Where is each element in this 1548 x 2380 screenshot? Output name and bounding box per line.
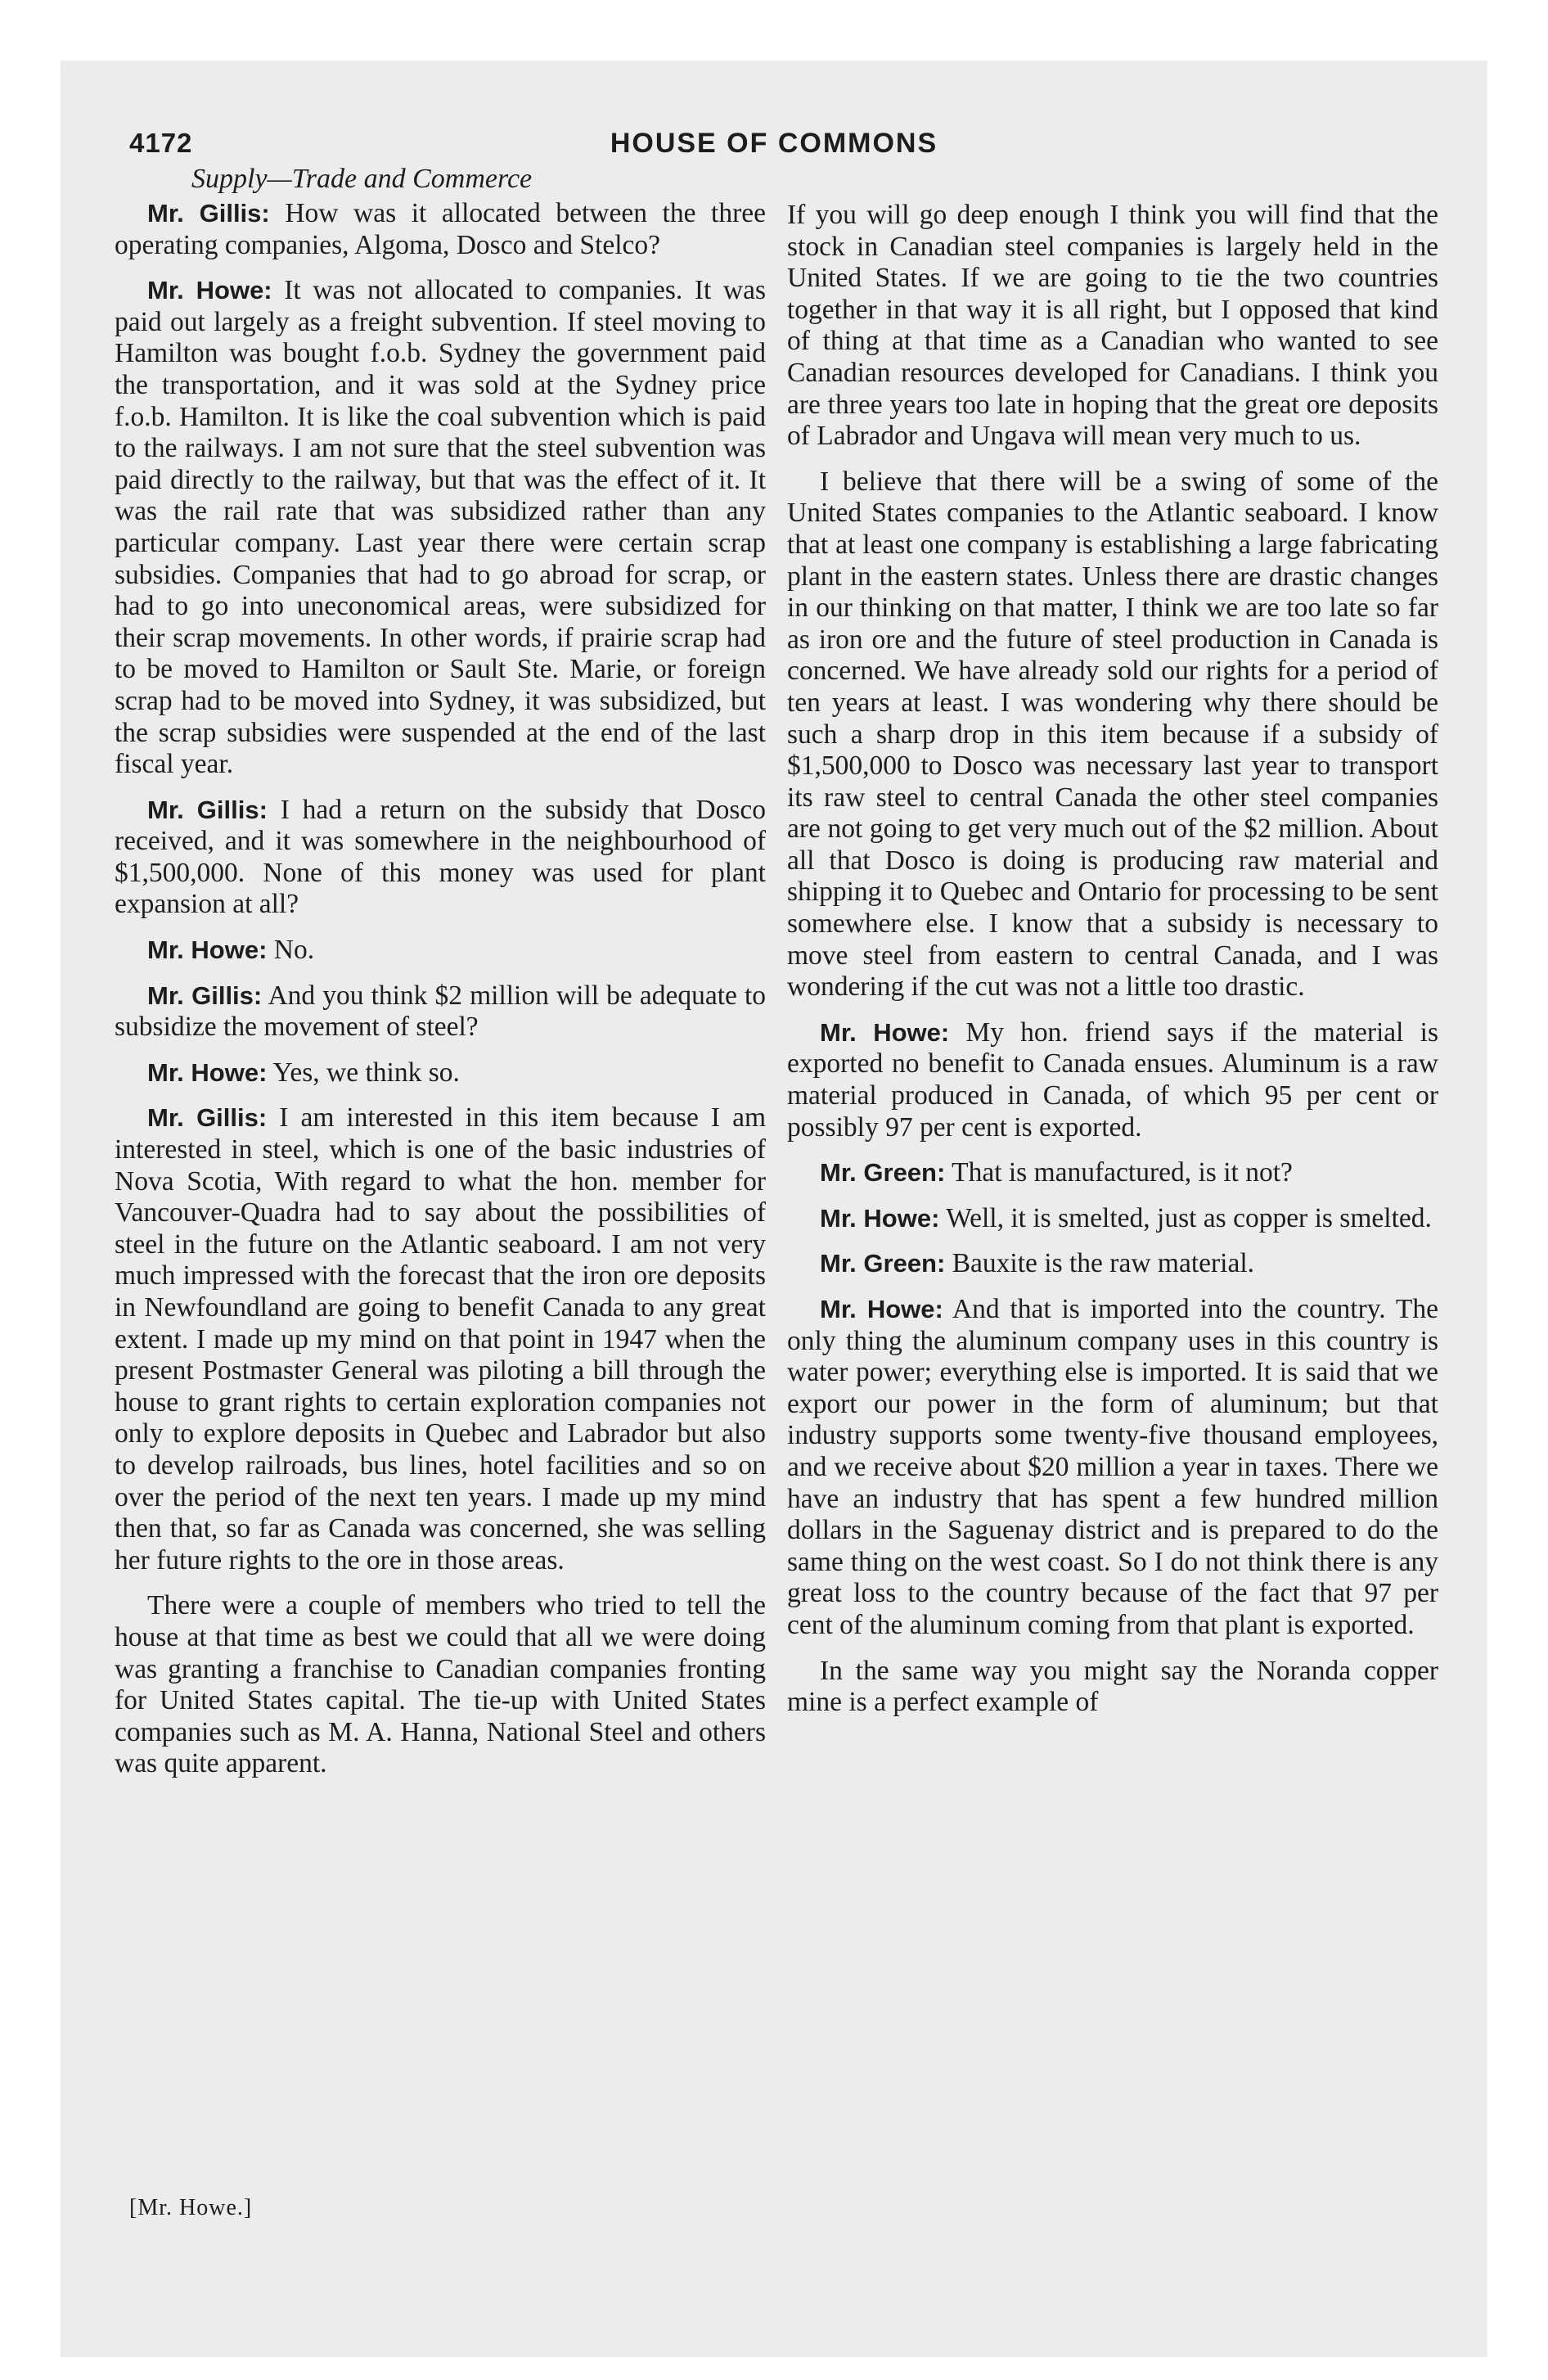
paragraph-text: How was it allocated between the three operating companies, Algoma, Dosco and Stelco? [115,198,766,260]
paragraph [787,467,1438,1003]
speaker-name: Mr. Gillis: [147,795,268,824]
speaker-name: Mr. Gillis: [147,1103,268,1133]
paragraph-text: I had a return on the subsidy that Dosco received, and it was somewhere in the neighbourhood of $1,500,000. None of this money was used for plant expansion at all? [115,794,766,920]
speaker-name: Mr. Green: [820,1158,946,1188]
paragraph [787,1294,1438,1642]
paragraph [787,1203,1438,1235]
paragraph-text: No. [273,935,315,966]
paragraph-text: My hon. friend says if the material is exported no benefit to Canada ensues. Aluminum is a raw material produced in Canada, of which 95 per cent or possibly 97 per cent is exported. [787,1016,1439,1143]
running-head-title: HOUSE OF COMMONS [610,128,938,159]
speaker-name: Mr. Howe: [820,1295,943,1323]
paragraph [115,795,766,921]
paragraph-text: That is manufactured, is it not? [952,1157,1293,1188]
paragraph-text: I believe that there will be a swing of some of the United States companies to the Atlantic seaboard. I know that at least one company is establishing a large fabricating plant in the eastern states. Unless there are drastic changes in our thinking on that matter, I think we are too late so far as iron ore and the future of steel production in Canada is concerned. We have already sold our rights for a period of ten years at least. I was wondering why there should be such a sharp drop in this item because if a subsidy of $1,500,000 to Dosco was necessary last year to transport its raw steel to central Canada the other steel companies are not going to get very much out of the $2 million. About all that Dosco is doing is producing raw material and shipping it to Quebec and Ontario for processing to be sent somewhere else. I know that a subsidy is necessary to move steel from eastern to central Canada, and I was wondering if the cut was not a little too drastic. [787,466,1438,1003]
speaker-name: Mr. Howe: [147,276,272,305]
paragraph-text: Well, it is smelted, just as copper is smelted. [946,1202,1432,1233]
paragraph [787,200,1438,453]
footer-speaker-tag: [Mr. Howe.] [129,2195,253,2220]
paragraph-text: Bauxite is the raw material. [952,1248,1255,1279]
paragraph-text: And that is imported into the country. The only thing the aluminum company uses in this country is water power; everything else is imported. It is said that we export our power in the form of aluminum; but that industry supports some twenty-five thousand employees, and we receive about $20 million a year in taxes. There we have an industry that has spent a few hundred million dollars in the Saguenay district and is prepared to do the same thing on the west coast. So I do not think there is any great loss to the country because of the fact that 97 per cent of the aluminum coming from that plant is exported. [787,1294,1438,1640]
speaker-name: Mr. Gillis: [147,980,263,1010]
paragraph [115,935,766,967]
section-subhead: Supply—Trade and Commerce [191,164,533,194]
speaker-name: Mr. Howe: [820,1017,950,1047]
speaker-name: Mr. Howe: [147,1057,268,1087]
paragraph [115,1590,766,1780]
speaker-name: Mr. Green: [820,1249,946,1278]
paragraph-text: In the same way you might say the Noranda copper mine is a perfect example of [787,1655,1438,1718]
paragraph-text: Yes, we think so. [272,1057,460,1088]
paragraph [787,1157,1438,1189]
paragraph-text: There were a couple of members who tried to tell the house at that time as best we could that all we were doing was granting a franchise to Canadian companies fronting for United States capital. The tie-up with United States companies such as M. A. Hanna, National Steel and others was quite apparent. [115,1590,766,1779]
paragraph [115,1102,766,1576]
page-number: 4172 [129,128,193,158]
paragraph-text: I am interested in this item because I am interested in steel, which is one of the basic industries of Nova Scotia, With regard to what the hon. member for Vancouver-Quadra had to say about the possibilities of steel in the future on the Atlantic seaboard. I am not very much impressed with the forecast that the iron ore deposits in Newfoundland are going to benefit Canada to any great extent. I made up my mind on that point in 1947 when the present Postmaster General was piloting a bill through the house to grant rights to certain exploration companies not only to explore deposits in Quebec and Labrador but also to develop railroads, bus lines, hotel facilities and so on over the period of the next ten years. I made up my mind then that, so far as Canada was concerned, she was selling her future rights to the ore in those areas. [115,1102,766,1575]
paragraph [787,1017,1438,1143]
paragraph [787,1248,1438,1280]
paragraph [115,980,766,1044]
page-sheet [61,61,1487,2357]
paragraph-text: And you think $2 million will be adequate to subsidize the movement of steel? [115,980,766,1043]
paragraph-text: If you will go deep enough I think you will find that the stock in Canadian steel companies is largely held in the United States. If we are going to tie the two countries together in that way it is all right, but I opposed that kind of thing at that time as a Canadian who wanted to see Canadian resources developed for Canadians. I think you are three years too late in hoping that the great ore deposits of Labrador and Ungava will mean very much to us. [787,200,1438,452]
speaker-name: Mr. Gillis: [147,199,270,228]
speaker-name: Mr. Howe: [147,935,268,965]
paragraph [787,1656,1438,1719]
left-column [115,198,766,1794]
paragraph [115,1057,766,1089]
speaker-name: Mr. Howe: [820,1203,940,1233]
paragraph-text: It was not allocated to companies. It was paid out largely as a freight subvention. If steel moving to Hamilton was bought f.o.b. Sydney the government paid the transportation, and it was sold at the Sydney price f.o.b. Hamilton. It is like the coal subvention which is paid to the railways. I am not sure that the steel subvention was paid directly to the railway, but that was the effect of it. It was the rail rate that was subsidized rather than any particular company. Last year there were certain scrap subsidies. Companies that had to go abroad for scrap, or had to go into uneconomical areas, were subsidized for their scrap movements. In other words, if prairie scrap had to be moved to Hamilton or Sault Ste. Marie, or foreign scrap had to be moved into Sydney, it was subsidized, but the scrap subsidies were suspended at the end of the last fiscal year. [115,275,766,780]
paragraph [115,198,766,261]
paragraph [115,275,766,781]
right-column [787,200,1438,1733]
